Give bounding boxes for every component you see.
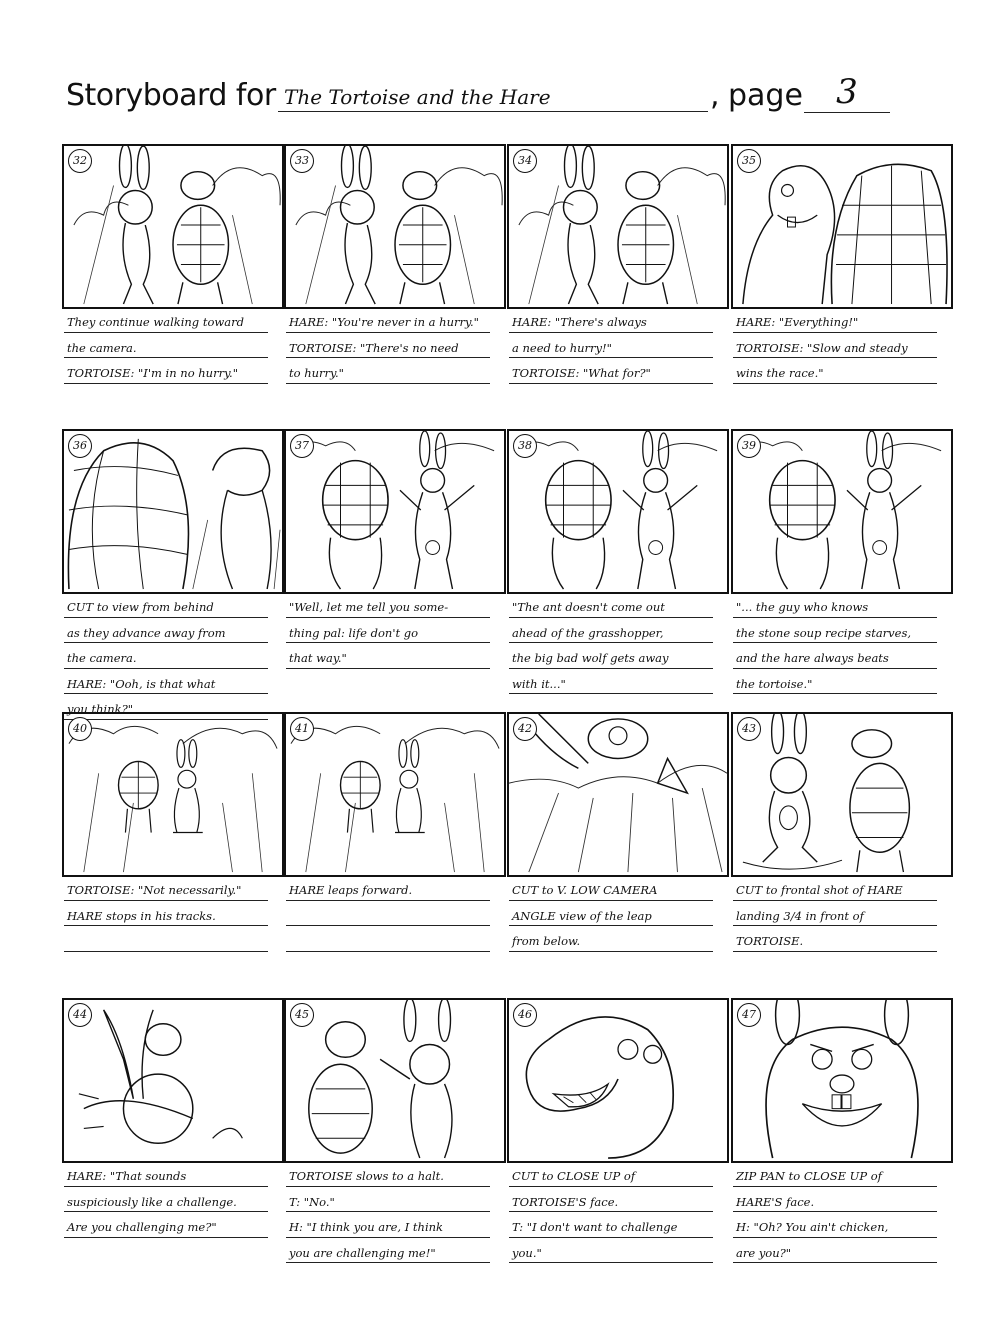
caption-line: suspiciously like a challenge. bbox=[64, 1187, 268, 1213]
storyboard-panel-35 bbox=[731, 144, 953, 309]
caption-line: HARE leaps forward. bbox=[286, 875, 490, 901]
panel-caption-44 bbox=[64, 1161, 268, 1238]
storyboard-panel-46 bbox=[507, 998, 729, 1163]
caption-line bbox=[286, 926, 490, 952]
page-number: 3 bbox=[804, 72, 890, 113]
panel-caption-39 bbox=[733, 592, 937, 694]
caption-line: TORTOISE slows to a halt. bbox=[286, 1161, 490, 1187]
storyboard-title: The Tortoise and the Hare bbox=[278, 82, 708, 112]
caption-line: T: "I don't want to challenge bbox=[509, 1212, 713, 1238]
storyboard-panel-45 bbox=[284, 998, 506, 1163]
caption-line: as they advance away from bbox=[64, 618, 268, 644]
caption-line: with it..." bbox=[509, 669, 713, 695]
caption-line: "... the guy who knows bbox=[733, 592, 937, 618]
header-comma: , bbox=[710, 78, 720, 113]
panel-caption-34 bbox=[509, 307, 713, 384]
panel-number: 32 bbox=[68, 149, 92, 173]
caption-line: the camera. bbox=[64, 643, 268, 669]
caption-line: you are challenging me!" bbox=[286, 1238, 490, 1264]
caption-line: you think?" bbox=[64, 694, 268, 720]
caption-line: CUT to V. LOW CAMERA bbox=[509, 875, 713, 901]
panel-number: 41 bbox=[290, 717, 314, 741]
storyboard-panel-47 bbox=[731, 998, 953, 1163]
panel-caption-36 bbox=[64, 592, 268, 720]
panel-caption-42 bbox=[509, 875, 713, 952]
panel-caption-43 bbox=[733, 875, 937, 952]
storyboard-panel-37 bbox=[284, 429, 506, 594]
storyboard-panel-33 bbox=[284, 144, 506, 309]
panel-caption-33 bbox=[286, 307, 490, 384]
caption-line bbox=[286, 901, 490, 927]
caption-line: the big bad wolf gets away bbox=[509, 643, 713, 669]
panel-number: 40 bbox=[68, 717, 92, 741]
panel-number: 37 bbox=[290, 434, 314, 458]
caption-line: HARE'S face. bbox=[733, 1187, 937, 1213]
caption-line: CUT to CLOSE UP of bbox=[509, 1161, 713, 1187]
caption-line: TORTOISE: "I'm in no hurry." bbox=[64, 358, 268, 384]
caption-line: and the hare always beats bbox=[733, 643, 937, 669]
caption-line: They continue walking toward bbox=[64, 307, 268, 333]
caption-line: Are you challenging me?" bbox=[64, 1212, 268, 1238]
storyboard-panel-38 bbox=[507, 429, 729, 594]
caption-line: to hurry." bbox=[286, 358, 490, 384]
storyboard-header bbox=[66, 72, 926, 122]
caption-line: HARE: "That sounds bbox=[64, 1161, 268, 1187]
caption-line: TORTOISE: "There's no need bbox=[286, 333, 490, 359]
caption-line: are you?" bbox=[733, 1238, 937, 1264]
storyboard-panel-43 bbox=[731, 712, 953, 877]
caption-line: ahead of the grasshopper, bbox=[509, 618, 713, 644]
panel-number: 39 bbox=[737, 434, 761, 458]
caption-line: T: "No." bbox=[286, 1187, 490, 1213]
panel-caption-47 bbox=[733, 1161, 937, 1263]
caption-line: a need to hurry!" bbox=[509, 333, 713, 359]
panel-caption-41 bbox=[286, 875, 490, 952]
caption-line: from below. bbox=[509, 926, 713, 952]
caption-line: TORTOISE: "Slow and steady bbox=[733, 333, 937, 359]
caption-line: ANGLE view of the leap bbox=[509, 901, 713, 927]
panel-number: 46 bbox=[513, 1003, 537, 1027]
caption-line: wins the race." bbox=[733, 358, 937, 384]
caption-line: H: "Oh? You ain't chicken, bbox=[733, 1212, 937, 1238]
caption-line: HARE: "Ooh, is that what bbox=[64, 669, 268, 695]
storyboard-panel-32 bbox=[62, 144, 284, 309]
panel-number: 44 bbox=[68, 1003, 92, 1027]
panel-number: 35 bbox=[737, 149, 761, 173]
panel-caption-45 bbox=[286, 1161, 490, 1263]
caption-line: CUT to frontal shot of HARE bbox=[733, 875, 937, 901]
storyboard-panel-34 bbox=[507, 144, 729, 309]
panel-number: 43 bbox=[737, 717, 761, 741]
caption-line: "Well, let me tell you some- bbox=[286, 592, 490, 618]
caption-line bbox=[64, 926, 268, 952]
storyboard-panel-44 bbox=[62, 998, 284, 1163]
caption-line: TORTOISE: "What for?" bbox=[509, 358, 713, 384]
caption-line: HARE: "Everything!" bbox=[733, 307, 937, 333]
caption-line: TORTOISE'S face. bbox=[509, 1187, 713, 1213]
storyboard-panel-41 bbox=[284, 712, 506, 877]
caption-line: landing 3/4 in front of bbox=[733, 901, 937, 927]
caption-line: ZIP PAN to CLOSE UP of bbox=[733, 1161, 937, 1187]
caption-line: H: "I think you are, I think bbox=[286, 1212, 490, 1238]
panel-caption-32 bbox=[64, 307, 268, 384]
storyboard-panel-36 bbox=[62, 429, 284, 594]
panel-caption-46 bbox=[509, 1161, 713, 1263]
page-label: page bbox=[728, 78, 803, 113]
caption-line: HARE stops in his tracks. bbox=[64, 901, 268, 927]
caption-line: you." bbox=[509, 1238, 713, 1264]
panel-caption-40 bbox=[64, 875, 268, 952]
caption-line: "The ant doesn't come out bbox=[509, 592, 713, 618]
caption-line: TORTOISE. bbox=[733, 926, 937, 952]
caption-line: thing pal: life don't go bbox=[286, 618, 490, 644]
caption-line: the camera. bbox=[64, 333, 268, 359]
storyboard-panel-42 bbox=[507, 712, 729, 877]
panel-number: 34 bbox=[513, 149, 537, 173]
panel-number: 42 bbox=[513, 717, 537, 741]
panel-caption-38 bbox=[509, 592, 713, 694]
caption-line: HARE: "There's always bbox=[509, 307, 713, 333]
storyboard-label: Storyboard for bbox=[66, 78, 276, 113]
panel-number: 47 bbox=[737, 1003, 761, 1027]
caption-line: HARE: "You're never in a hurry." bbox=[286, 307, 490, 333]
panel-number: 38 bbox=[513, 434, 537, 458]
caption-line: CUT to view from behind bbox=[64, 592, 268, 618]
caption-line: the stone soup recipe starves, bbox=[733, 618, 937, 644]
caption-line: TORTOISE: "Not necessarily." bbox=[64, 875, 268, 901]
storyboard-panel-39 bbox=[731, 429, 953, 594]
panel-number: 36 bbox=[68, 434, 92, 458]
storyboard-panel-40 bbox=[62, 712, 284, 877]
caption-line: that way." bbox=[286, 643, 490, 669]
panel-number: 45 bbox=[290, 1003, 314, 1027]
panel-caption-37 bbox=[286, 592, 490, 669]
caption-line: the tortoise." bbox=[733, 669, 937, 695]
panel-caption-35 bbox=[733, 307, 937, 384]
panel-number: 33 bbox=[290, 149, 314, 173]
